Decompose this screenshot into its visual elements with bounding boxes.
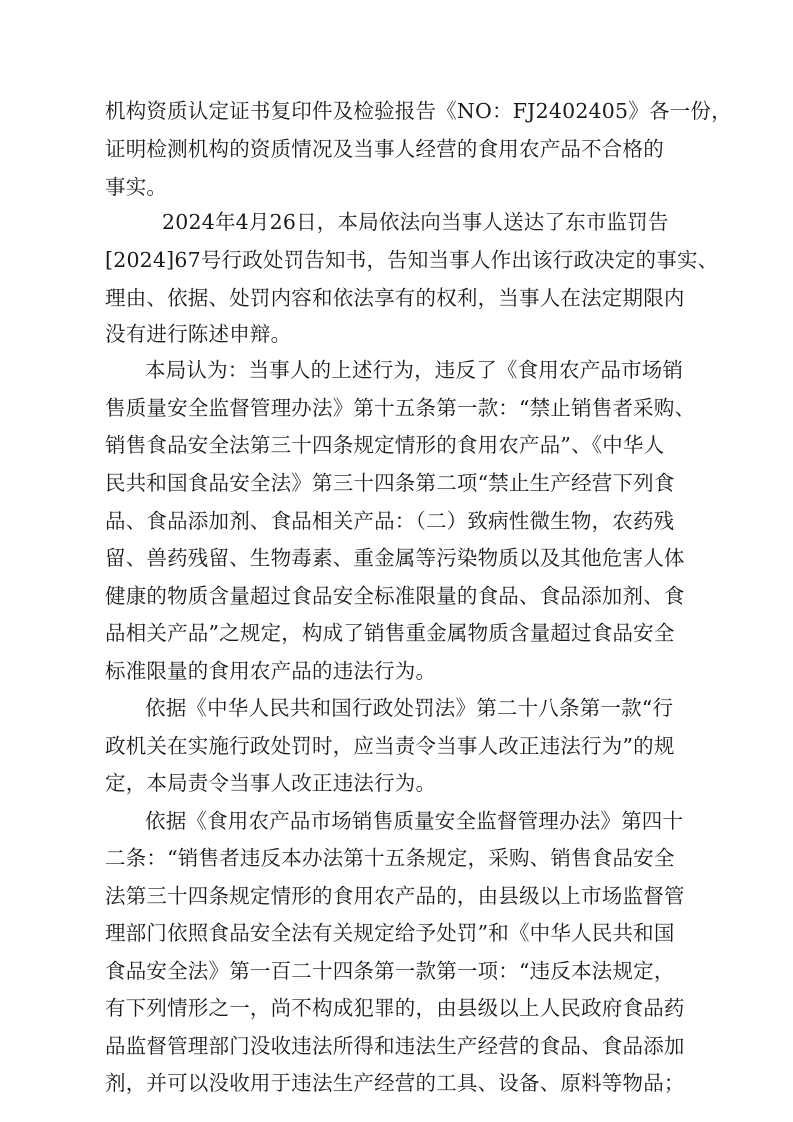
text-line-6: 理由、依据、处罚内容和依法享有的权利，当事人在法定期限内 xyxy=(105,286,685,310)
text-line-8: 本局认为：当事人的上述行为，违反了《食用农产品市场销 xyxy=(145,358,684,382)
text-line-16: 标准限量的食用农产品的违法行为。 xyxy=(105,659,437,683)
text-line-10: 销售食品安全法第三十四条规定情形的食用农产品”、《中华人 xyxy=(105,433,665,457)
text-line-9: 售质量安全监督管理办法》第十五条第一款：“禁止销售者采购、 xyxy=(105,396,696,420)
text-line-3: 事实。 xyxy=(105,175,168,199)
text-line-25: 有下列情形之一，尚不构成犯罪的，由县级以上人民政府食品药 xyxy=(105,996,685,1020)
text-line-22: 法第三十四条规定情形的食用农产品的，由县级以上市场监督管 xyxy=(105,884,685,908)
text-line-20: 依据《食用农产品市场销售质量安全监督管理办法》第四十 xyxy=(145,809,684,833)
text-line-19: 定，本局责令当事人改正违法行为。 xyxy=(105,771,437,795)
text-line-5: [2024]67号行政处罚告知书，告知当事人作出该行政决定的事实、 xyxy=(105,248,719,272)
text-line-1: 机构资质认定证书复印件及检验报告《NO：FJ2402405》各一份， xyxy=(105,99,732,123)
text-line-26: 品监督管理部门没收违法所得和违法生产经营的食品、食品添加 xyxy=(105,1034,685,1058)
text-line-23: 理部门依照食品安全法有关规定给予处罚”和《中华人民共和国 xyxy=(105,921,675,945)
text-line-17: 依据《中华人民共和国行政处罚法》第二十八条第一款“行 xyxy=(145,696,674,720)
text-line-12: 品、食品添加剂、食品相关产品：（二）致病性微生物，农药残 xyxy=(105,509,675,533)
text-line-11: 民共和国食品安全法》第三十四条第二项“禁止生产经营下列食 xyxy=(105,471,675,495)
text-line-15: 品相关产品”之规定，构成了销售重金属物质含量超过食品安全 xyxy=(105,621,675,645)
text-line-13: 留、兽药残留、生物毒素、重金属等污染物质以及其他危害人体 xyxy=(105,546,685,570)
text-line-14: 健康的物质含量超过食品安全标准限量的食品、食品添加剂、食 xyxy=(105,584,685,608)
text-line-21: 二条：“销售者违反本办法第十五条规定，采购、销售食品安全 xyxy=(105,846,675,870)
text-line-4: 2024年4月26日，本局依法向当事人送达了东市监罚告 xyxy=(162,210,669,234)
text-line-18: 政机关在实施行政处罚时，应当责令当事人改正违法行为”的规 xyxy=(105,734,675,758)
text-line-2: 证明检测机构的资质情况及当事人经营的食用农产品不合格的 xyxy=(105,137,664,161)
text-line-7: 没有进行陈述申辩。 xyxy=(105,322,292,346)
text-line-27: 剂，并可以没收用于违法生产经营的工具、设备、原料等物品； xyxy=(105,1071,685,1095)
text-line-24: 食品安全法》第一百二十四条第一款第一项：“违反本法规定， xyxy=(105,959,675,983)
